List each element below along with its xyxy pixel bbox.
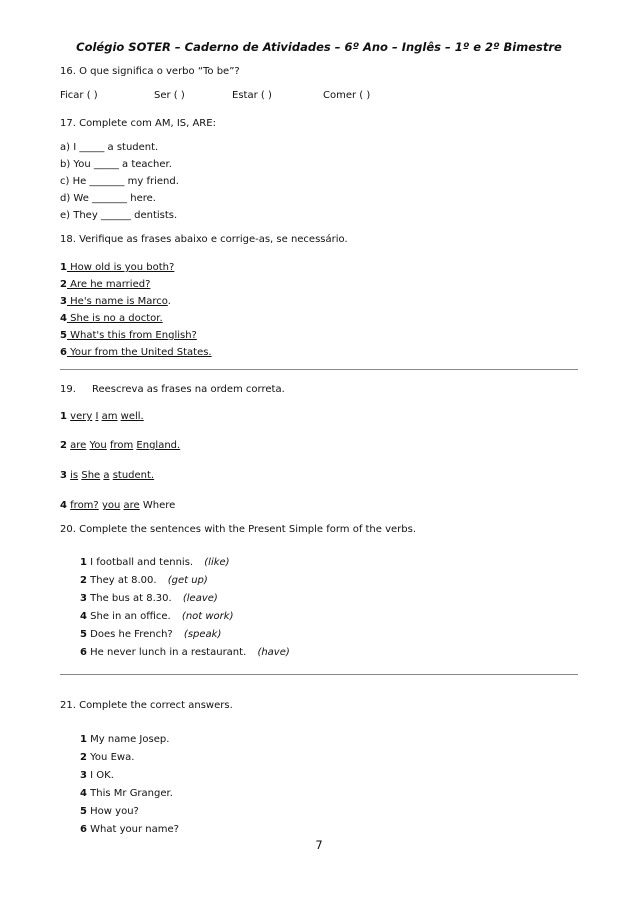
q19-word: are [123,500,140,511]
q21-item-text: My name Josep. [90,734,170,745]
q20-item-number: 3 [80,593,87,604]
q21-item-text: What your name? [90,824,179,835]
q18-item [60,330,197,341]
q21-item [80,788,173,799]
q19-word: a [103,470,110,481]
q18-item-text: He's name is Marco [66,296,168,307]
q19-word: well. [120,411,144,422]
q21-item-text: This Mr Granger. [90,788,173,799]
question-19: Reescreva as frases na ordem correta. [92,384,285,395]
q20-item-number: 2 [80,575,87,586]
q16-option-comer: Comer ( ) [323,90,371,101]
q17-item-d: d) We _______ here. [60,193,156,204]
q20-item-number: 5 [80,629,87,640]
q21-item [80,824,179,835]
q17-item-e: e) They ______ dentists. [60,210,178,221]
q21-item-number: 4 [80,788,87,799]
question-16: 16. O que significa o verbo “To be”? [60,66,240,77]
q20-verb-hint: (speak) [183,629,222,640]
q19-word: student. [112,470,155,481]
question-20: 20. Complete the sentences with the Present Simple form of the verbs. [60,524,417,535]
section-divider [60,674,578,675]
q17-item-a: a) I _____ a student. [60,142,159,153]
q20-verb-hint: (like) [204,557,230,568]
q21-item-number: 1 [80,734,87,745]
q19-item [60,500,175,511]
q21-item [80,734,169,745]
q19-word: is [70,470,79,481]
q19-word: I [95,411,99,422]
question-18: 18. Verifique as frases abaixo e corrige-as, se necessário. [60,234,348,245]
question-21: 21. Complete the correct answers. [60,700,233,711]
q20-item-number: 4 [80,611,87,622]
q19-word: from? [70,500,99,511]
q19-word: very [70,411,93,422]
q20-item [80,629,221,640]
q16-option-ficar: Ficar ( ) [60,90,98,101]
q18-item-number: 1 [60,262,67,273]
q18-item-text: She is no a doctor. [66,313,163,324]
q16-option-ser: Ser ( ) [154,90,185,101]
q21-item-text: How you? [90,806,139,817]
q18-item-number: 3 [60,296,67,307]
q19-word: You [89,440,107,451]
q21-item-number: 2 [80,752,87,763]
q20-item-text: Does he French? [90,629,173,640]
q19-item [60,440,180,451]
q19-word: Where [142,500,176,511]
q21-item-text: I OK. [90,770,114,781]
q19-word: am [101,411,118,422]
q18-item [60,313,163,324]
q19-item-number: 4 [60,500,67,511]
q20-item [80,611,233,622]
q20-verb-hint: (get up) [167,575,208,586]
q19-word: are [70,440,87,451]
q18-item [60,347,212,358]
q19-item-number: 3 [60,470,67,481]
q20-item-text: He never lunch in a restaurant. [90,647,247,658]
q18-item-number: 4 [60,313,67,324]
q21-item [80,770,114,781]
q18-item-text: Are he married? [66,279,151,290]
q21-item [80,806,139,817]
q18-item [60,279,150,290]
section-divider [60,369,578,370]
q16-option-estar: Estar ( ) [232,90,272,101]
q20-item-text: I football and tennis. [90,557,194,568]
q18-item-number: 6 [60,347,67,358]
q20-item-number: 1 [80,557,87,568]
q20-item [80,593,218,604]
q18-item-text: What's this from English? [66,330,197,341]
q20-item [80,575,208,586]
q20-item-text: She in an office. [90,611,171,622]
page-number: 7 [315,838,323,852]
q17-item-b: b) You _____ a teacher. [60,159,172,170]
q20-verb-hint: (have) [257,647,290,658]
q19-word: from [109,440,134,451]
q19-word: England. [136,440,181,451]
q18-item-text: How old is you both? [66,262,175,273]
q21-item [80,752,134,763]
q17-item-c: c) He _______ my friend. [60,176,179,187]
q18-item [60,296,171,307]
q20-item-text: They at 8.00. [90,575,157,586]
q21-item-number: 6 [80,824,87,835]
q20-item-text: The bus at 8.30. [90,593,172,604]
page-header: Colégio SOTER – Caderno de Atividades – 6º Ano – Inglês – 1º e 2º Bimestre [76,40,562,54]
q19-item [60,411,144,422]
q21-item-number: 5 [80,806,87,817]
q18-item-trail: . [167,296,171,307]
q20-verb-hint: (not work) [181,611,234,622]
q18-item-text: Your from the United States. [66,347,212,358]
q18-item-number: 5 [60,330,67,341]
q21-item-text: You Ewa. [90,752,135,763]
q19-item-number: 1 [60,411,67,422]
q18-item [60,262,174,273]
q19-item-number: 2 [60,440,67,451]
q20-verb-hint: (leave) [182,593,218,604]
q19-item [60,470,154,481]
q20-item [80,647,290,658]
question-19-number: 19. [60,384,76,395]
q21-item-number: 3 [80,770,87,781]
q20-item [80,557,230,568]
q18-item-number: 2 [60,279,67,290]
question-17: 17. Complete com AM, IS, ARE: [60,118,216,129]
q20-item-number: 6 [80,647,87,658]
q19-word: you [101,500,121,511]
q19-word: She [81,470,101,481]
